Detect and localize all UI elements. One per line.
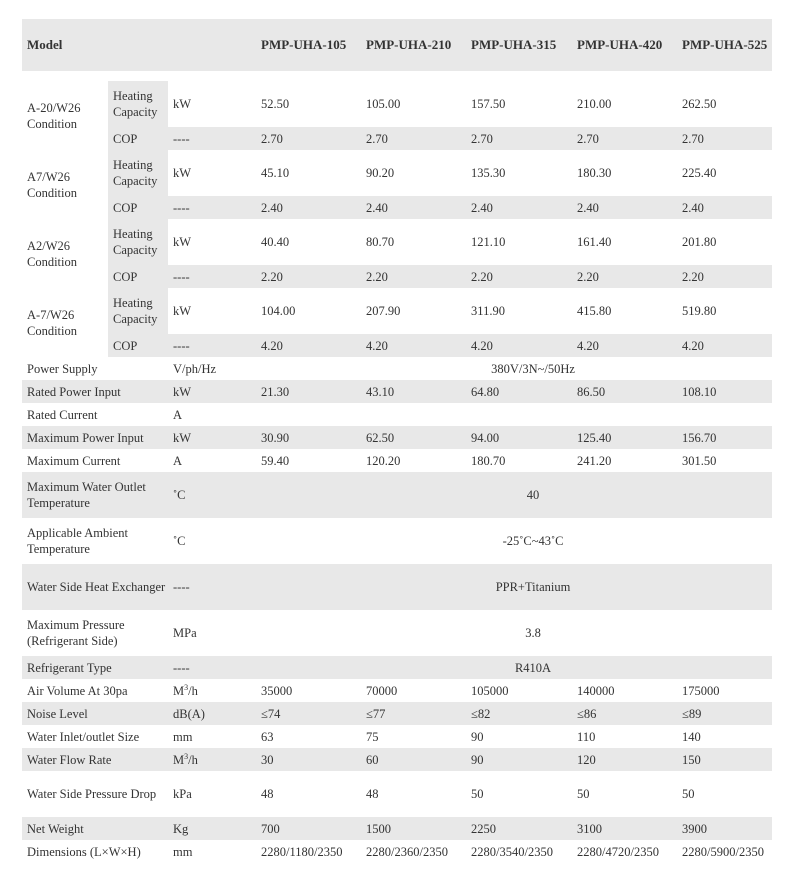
condition-label: A7/W26 Condition [22,150,108,219]
value-cell: 90 [471,752,484,767]
condition-cop-row [22,334,772,357]
value-cell: 1500 [366,821,392,836]
unit-cell: mm [173,729,193,744]
value-cell: 2.40 [366,200,388,215]
value-cell: 2.20 [471,269,493,284]
value-cell: ≤74 [261,706,281,721]
value-cell: 2280/1180/2350 [261,844,343,859]
spec-row [22,817,772,840]
value-cell: 64.80 [471,384,500,399]
value-cell: 2.70 [261,131,283,146]
value-cell: 180.30 [577,166,612,180]
value-cell: 2.20 [577,269,599,284]
spec-row [22,518,772,564]
spec-row [22,679,772,702]
row-label: Water Side Pressure Drop [27,787,157,801]
condition-label: A2/W26 Condition [22,219,108,288]
spec-row [22,472,772,518]
unit-cell: ---- [173,660,190,675]
value-cell: 104.00 [261,304,296,318]
unit-cell: ˚C [173,534,186,548]
unit-cell: kW [173,97,192,111]
value-cell: 225.40 [682,166,717,180]
value-cell: 59.40 [261,453,290,468]
row-label: Power Supply [27,361,98,376]
value-cell: 175000 [682,683,720,698]
unit-cell: Kg [173,821,189,836]
value-cell: 415.80 [577,304,612,318]
value-cell [677,403,772,426]
value-cell: 3900 [682,821,708,836]
spec-row [22,840,772,863]
value-cell: 108.10 [682,384,717,399]
value-cell: 519.80 [682,304,717,318]
value-cell: 120.20 [366,453,401,468]
value-cell: ≤82 [471,706,491,721]
unit-cell: mm [173,844,193,859]
condition-cop-row [22,265,772,288]
value-cell: 2.70 [682,131,704,146]
value-cell: 35000 [261,683,293,698]
spec-row [22,403,772,426]
value-cell: 40.40 [261,235,290,249]
unit-cell: A [173,453,183,468]
merged-value-cell: -25˚C~43˚C [502,534,564,548]
header-model-name: PMP-UHA-210 [366,37,452,52]
value-cell: 201.80 [682,235,717,249]
value-cell: 2.20 [261,269,283,284]
spec-row [22,426,772,449]
unit-cell: dB(A) [173,706,205,721]
value-cell: 161.40 [577,235,612,249]
unit-cell: ---- [173,131,190,146]
value-cell: 63 [261,729,274,744]
spec-row [22,357,772,380]
value-cell: 2.40 [682,200,704,215]
condition-heating-row [22,288,772,334]
merged-value-cell: R410A [514,660,552,675]
merged-value-cell: 380V/3N~/50Hz [491,361,575,376]
unit-cell: A [173,407,183,422]
value-cell: 94.00 [471,430,500,445]
value-cell: ≤86 [577,706,597,721]
value-cell [466,403,572,426]
value-cell: ≤89 [682,706,702,721]
value-cell: 86.50 [577,384,606,399]
value-cell: 4.20 [261,338,283,353]
condition-label: A-20/W26 Condition [22,81,108,150]
row-label: Noise Level [27,706,88,721]
header-model-name: PMP-UHA-525 [682,37,768,52]
value-cell: 301.50 [682,453,717,468]
unit-cell: $M^3/h$ [173,751,198,767]
row-label: Maximum Power Input [27,430,144,445]
value-cell: 30.90 [261,430,290,445]
value-cell: 4.20 [577,338,599,353]
value-cell: 3100 [577,821,603,836]
unit-cell: ˚C [173,488,186,502]
value-cell: 262.50 [682,97,717,111]
merged-value-cell: PPR+Titanium [495,580,571,594]
row-label: Water Side Heat Exchanger [27,580,166,594]
value-cell: 2280/3540/2350 [471,844,553,859]
value-cell: 2280/5900/2350 [682,844,764,859]
value-cell: 700 [261,821,280,836]
row-label: Heating Capacity [108,81,168,127]
unit-cell: kW [173,166,192,180]
row-label: Maximum Pressure (Refrigerant Side) [27,618,125,648]
value-cell [361,403,466,426]
condition-heating-row [22,150,772,196]
unit-cell: MPa [173,626,197,640]
row-label: Water Inlet/outlet Size [27,729,140,744]
value-cell: 210.00 [577,97,612,111]
unit-cell: kW [173,235,192,249]
spec-row [22,610,772,656]
header-row [22,19,772,71]
value-cell: 48 [261,787,274,801]
value-cell: 2.40 [471,200,493,215]
value-cell: 135.30 [471,166,506,180]
unit-cell: $M^3/h$ [173,682,198,698]
value-cell: 2.40 [261,200,283,215]
value-cell [256,403,361,426]
value-cell: 156.70 [682,430,717,445]
value-cell: 4.20 [682,338,704,353]
unit-cell: kW [173,304,192,318]
row-label: COP [113,200,138,215]
value-cell: 110 [577,729,596,744]
value-cell: 4.20 [366,338,388,353]
value-cell: 2280/2360/2350 [366,844,448,859]
unit-cell: ---- [173,580,190,594]
value-cell: 2.70 [366,131,388,146]
unit-cell: ---- [173,200,190,215]
spec-row [22,748,772,771]
row-label: Maximum Current [27,453,121,468]
value-cell: 120 [577,752,596,767]
unit-cell: ---- [173,338,190,353]
value-cell: 2.70 [471,131,493,146]
value-cell: 21.30 [261,384,290,399]
spec-row [22,771,772,817]
value-cell: 60 [366,752,379,767]
value-cell: 140000 [577,683,615,698]
value-cell: 30 [261,752,274,767]
value-cell: 311.90 [471,304,505,318]
unit-cell: kW [173,430,192,445]
row-label: Rated Current [27,407,98,422]
row-label: Heating Capacity [108,288,168,334]
row-label: Dimensions (L×W×H) [27,844,141,859]
condition-cop-row [22,127,772,150]
value-cell: 105000 [471,683,509,698]
spec-table [22,19,772,863]
header-model: Model [27,37,63,52]
value-cell: 2250 [471,821,497,836]
value-cell [572,403,677,426]
row-label: Heating Capacity [108,219,168,265]
value-cell: 90.20 [366,166,395,180]
unit-cell: kW [173,384,192,399]
spec-row [22,449,772,472]
condition-cop-row [22,196,772,219]
value-cell: 75 [366,729,379,744]
value-cell: 62.50 [366,430,395,445]
value-cell: 2280/4720/2350 [577,844,659,859]
value-cell: 2.20 [366,269,388,284]
value-cell: 80.70 [366,235,395,249]
value-cell: 50 [471,787,484,801]
header-model-name: PMP-UHA-315 [471,37,557,52]
row-label: COP [113,131,138,146]
header-model-name: PMP-UHA-105 [261,37,347,52]
row-label: Net Weight [27,821,84,836]
row-label: Applicable Ambient Temperature [27,526,129,556]
unit-cell: kPa [173,787,192,801]
merged-value-cell: 3.8 [525,626,541,640]
value-cell: 180.70 [471,453,506,468]
value-cell: 43.10 [366,384,395,399]
row-label: Heating Capacity [108,150,168,196]
value-cell: 45.10 [261,166,290,180]
row-label: COP [113,338,138,353]
value-cell: 2.40 [577,200,599,215]
spec-row [22,702,772,725]
spec-row [22,564,772,610]
row-label: Air Volume At 30pa [27,683,128,698]
value-cell: 2.20 [682,269,704,284]
value-cell: 50 [682,787,695,801]
spec-row [22,725,772,748]
value-cell: 140 [682,729,701,744]
value-cell: ≤77 [366,706,386,721]
condition-heating-row [22,81,772,127]
header-model-name: PMP-UHA-420 [577,37,663,52]
row-label: Maximum Water Outlet Temperature [27,480,146,510]
spacer-row [22,71,772,81]
value-cell: 150 [682,752,701,767]
row-label: Refrigerant Type [27,660,112,675]
spec-row [22,380,772,403]
value-cell: 70000 [366,683,398,698]
condition-label: A-7/W26 Condition [22,288,108,357]
spacer-cell [22,71,772,81]
unit-cell: V/ph/Hz [173,361,217,376]
value-cell: 125.40 [577,430,612,445]
value-cell: 157.50 [471,97,506,111]
value-cell: 50 [577,787,590,801]
value-cell: 241.20 [577,453,612,468]
merged-value-cell: 40 [526,488,540,502]
row-label: Rated Power Input [27,384,121,399]
value-cell: 207.90 [366,304,401,318]
value-cell: 90 [471,729,484,744]
value-cell: 4.20 [471,338,493,353]
unit-cell: ---- [173,269,190,284]
value-cell: 48 [366,787,379,801]
spec-row [22,656,772,679]
value-cell: 105.00 [366,97,401,111]
value-cell: 52.50 [261,97,290,111]
row-label: COP [113,269,138,284]
value-cell: 121.10 [471,235,506,249]
condition-heating-row [22,219,772,265]
value-cell: 2.70 [577,131,599,146]
row-label: Water Flow Rate [27,752,112,767]
